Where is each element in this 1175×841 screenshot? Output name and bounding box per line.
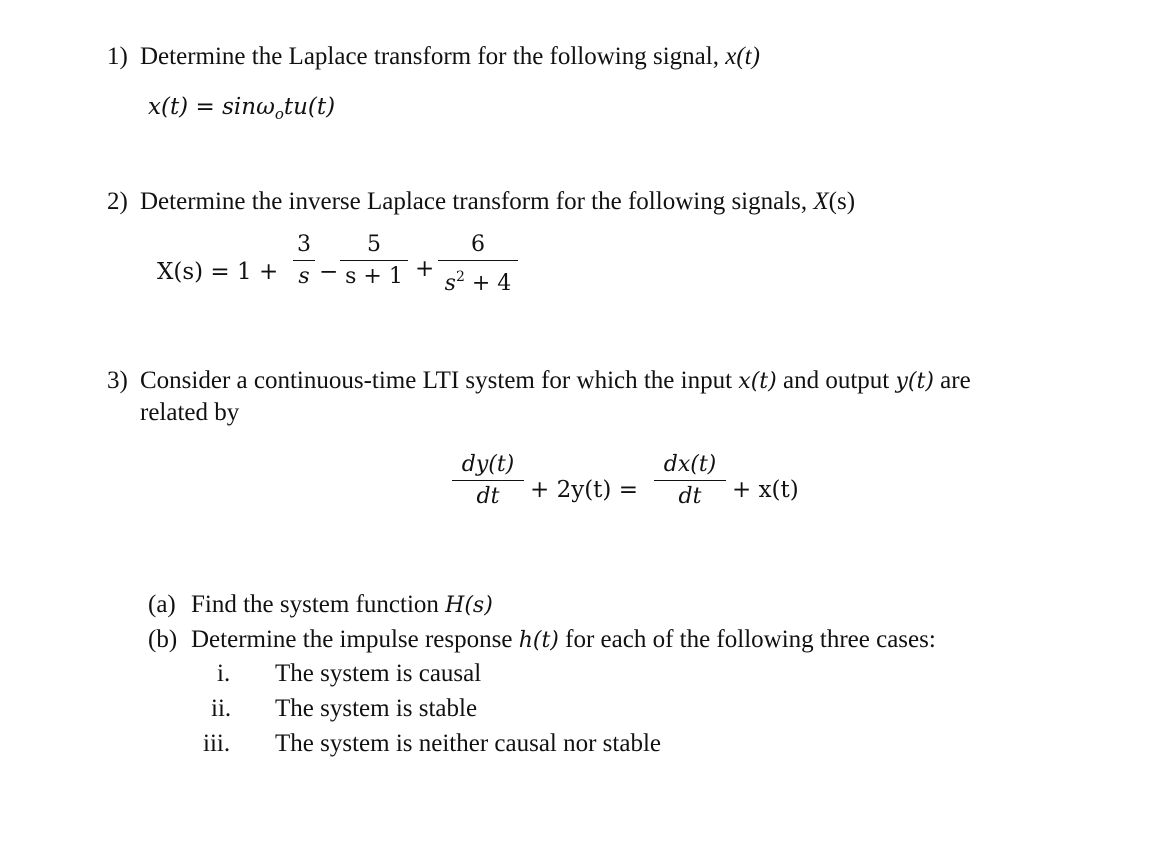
question-1-text: Determine the Laplace transform for the following signal, — [140, 43, 726, 70]
q3-lhs-tail: + 2y(t) = — [530, 477, 638, 503]
q2-frac3-bar — [438, 260, 518, 261]
q3-part-b-label: (b) — [148, 626, 178, 653]
q3-part-a-text: Find the system function — [191, 591, 446, 618]
q3-line1-y: y(t) — [895, 369, 934, 394]
question-3-number: 3) — [107, 367, 128, 394]
q3-lhs-fraction — [452, 452, 524, 510]
q3-lhs-frac-bar — [452, 480, 524, 481]
question-2-text: Determine the inverse Laplace transform for the following signals, — [140, 188, 814, 215]
q3-part-b-tail: for each of the following three cases: — [558, 626, 936, 653]
q3-part-b-text: Determine the impulse response — [191, 626, 519, 653]
question-2-variable: X — [813, 188, 829, 215]
q2-frac3-den-base: s — [444, 271, 456, 296]
q3-rhs-frac-denominator: dt — [678, 484, 702, 509]
case-text: The system is stable — [275, 695, 478, 722]
q1-eq-omega-sub: o — [274, 105, 284, 123]
q2-frac1-denominator: s — [298, 264, 310, 289]
q1-eq-equals: = — [195, 94, 215, 120]
question-1-number: 1) — [107, 43, 128, 70]
q2-frac1-bar — [293, 260, 315, 261]
q2-frac2-bar — [340, 260, 408, 261]
q2-eq-lhs: X(s) = 1 + — [157, 259, 279, 285]
q3-line1-x: x(t) — [738, 369, 777, 394]
q1-eq-lhs: x(t) — [148, 94, 189, 120]
question-2-variable-tail: (s) — [828, 188, 856, 215]
q2-frac1-numerator: 3 — [297, 232, 311, 257]
question-3-prompt-line-2: related by — [140, 399, 240, 426]
question-1-equation — [148, 93, 335, 128]
case-label: i. — [217, 660, 231, 687]
q3-rhs-frac-numerator: dx(t) — [663, 452, 717, 477]
q2-fraction-2 — [340, 232, 408, 290]
q3-part-a-math: H(s) — [445, 593, 493, 618]
q3-part-a — [191, 590, 493, 621]
q3-lhs-frac-numerator: dy(t) — [461, 452, 515, 477]
q3-part-a-label: (a) — [148, 591, 176, 618]
q2-frac3-denominator — [438, 264, 518, 297]
q2-eq-minus: − — [319, 259, 339, 285]
q3-line1-a: Consider a continuous-time LTI system for which the input — [140, 367, 739, 394]
q3-rhs-frac-bar — [654, 480, 726, 481]
case-label: iii. — [203, 730, 231, 757]
case-label: ii. — [211, 695, 232, 722]
q3-line1-b: and output — [776, 367, 896, 394]
question-2-number: 2) — [107, 188, 128, 215]
q3-rhs-fraction — [654, 452, 726, 510]
question-2-prompt — [140, 187, 855, 217]
q3-part-b — [191, 625, 936, 656]
q2-frac3-den-tail: + 4 — [464, 271, 512, 296]
q2-frac3-numerator: 6 — [471, 232, 485, 257]
q3-rhs-tail: + x(t) — [732, 477, 799, 503]
q2-frac2-numerator: 5 — [367, 232, 381, 257]
question-1-variable: x(t) — [725, 43, 760, 70]
q2-fraction-1 — [293, 232, 315, 290]
q1-eq-omega: ω — [256, 94, 275, 120]
case-text: The system is neither causal nor stable — [275, 730, 661, 757]
q1-eq-tu: tu(t) — [283, 94, 336, 120]
q2-eq-plus: + — [415, 256, 435, 282]
question-1-prompt — [140, 42, 760, 72]
q3-lhs-frac-denominator: dt — [476, 484, 500, 509]
case-text: The system is causal — [275, 660, 482, 687]
q2-frac3-den-exponent: 2 — [455, 269, 465, 285]
q3-part-b-math: h(t) — [518, 628, 559, 653]
q2-frac2-denominator: s + 1 — [345, 264, 403, 289]
q2-fraction-3 — [438, 232, 518, 297]
q3-line1-c: are — [933, 367, 971, 394]
q1-eq-sin: sin — [222, 94, 257, 120]
question-3-prompt-line-1 — [140, 366, 971, 397]
